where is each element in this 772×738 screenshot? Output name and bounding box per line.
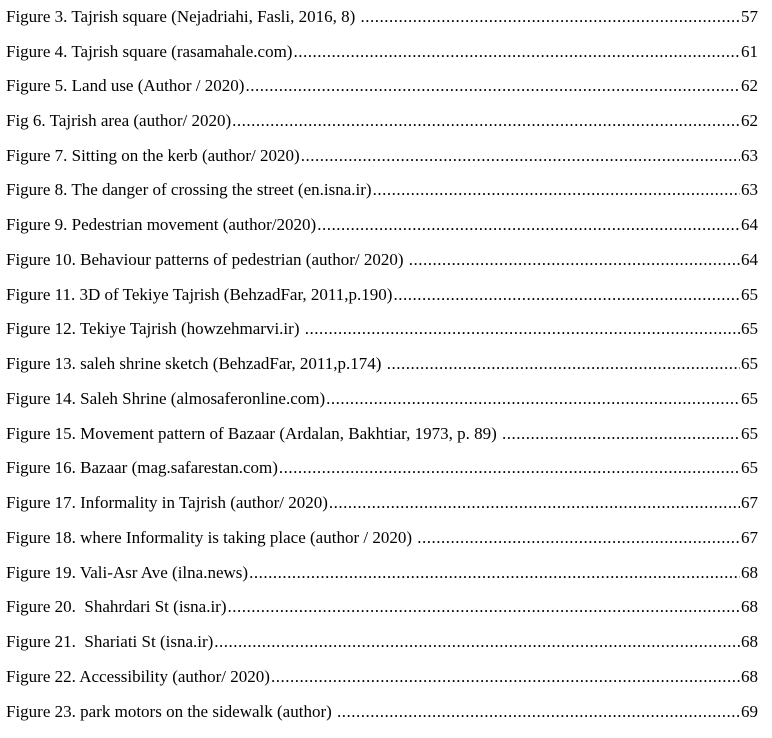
entry-page-number: 68 [741,563,758,582]
dot-leader [409,248,740,272]
entry-page-number: 63 [741,180,758,199]
entry-title: Figure 9. Pedestrian movement (author/2020) [6,215,317,234]
entry-title: Figure 12. Tekiye Tajrish (howzehmarvi.ir) [6,319,304,338]
dot-leader [232,109,740,133]
entry-title: Figure 7. Sitting on the kerb (author/ 2020) [6,146,300,165]
toc-entry[interactable] [6,5,758,29]
toc-entry[interactable] [6,387,758,411]
toc-entry[interactable] [6,213,758,237]
entry-page-number: 65 [741,458,758,477]
toc-entry[interactable] [6,352,758,376]
entry-page-number: 64 [741,250,758,269]
entry-page-number: 68 [741,597,758,616]
entry-page-number: 69 [741,702,758,721]
entry-page-number: 65 [741,354,758,373]
entry-page-number: 65 [741,319,758,338]
entry-page-number: 62 [741,76,758,95]
dot-leader [393,283,740,307]
entry-title: Figure 3. Tajrish square (Nejadriahi, Fasli, 2016, 8) [6,7,360,26]
toc-entry[interactable] [6,665,758,689]
entry-title: Figure 20. Shahrdari St (isna.ir) [6,597,227,616]
entry-page-number: 62 [741,111,758,130]
dot-leader [417,526,740,550]
dot-leader [271,665,740,689]
entry-title: Figure 8. The danger of crossing the street (en.isna.ir) [6,180,372,199]
toc-entry[interactable] [6,317,758,341]
entry-title: Figure 4. Tajrish square (rasamahale.com) [6,42,293,61]
entry-title: Figure 11. 3D of Tekiye Tajrish (BehzadFar, 2011,p.190) [6,285,393,304]
toc-entry[interactable] [6,491,758,515]
entry-title: Figure 17. Informality in Tajrish (author/ 2020) [6,493,328,512]
entry-title: Figure 22. Accessibility (author/ 2020) [6,667,270,686]
toc-entry[interactable] [6,248,758,272]
toc-entry[interactable] [6,630,758,654]
dot-leader [326,387,740,411]
dot-leader [337,700,740,724]
dot-leader [301,144,740,168]
entry-title: Figure 14. Saleh Shrine (almosaferonline.com) [6,389,326,408]
dot-leader [317,213,740,237]
entry-page-number: 68 [741,632,758,651]
entry-title: Figure 21. Shariati St (isna.ir) [6,632,214,651]
entry-title: Figure 16. Bazaar (mag.safarestan.com) [6,458,278,477]
entry-page-number: 64 [741,215,758,234]
entry-page-number: 65 [741,424,758,443]
toc-entry[interactable] [6,456,758,480]
entry-page-number: 65 [741,389,758,408]
toc-entry[interactable] [6,283,758,307]
toc-entry[interactable] [6,74,758,98]
dot-leader [305,317,740,341]
toc-entry[interactable] [6,40,758,64]
entry-title: Figure 5. Land use (Author / 2020) [6,76,245,95]
dot-leader [361,5,740,29]
toc-entry[interactable] [6,561,758,585]
dot-leader [249,561,740,585]
toc-entry[interactable] [6,109,758,133]
entry-title: Figure 18. where Informality is taking place (author / 2020) [6,528,417,547]
dot-leader [245,74,740,98]
entry-page-number: 67 [741,528,758,547]
entry-page-number: 63 [741,146,758,165]
toc-entry[interactable] [6,700,758,724]
entry-title: Figure 13. saleh shrine sketch (BehzadFar, 2011,p.174) [6,354,386,373]
entry-page-number: 57 [741,7,758,26]
entry-title: Figure 23. park motors on the sidewalk (author) [6,702,337,721]
dot-leader [329,491,740,515]
toc-entry[interactable] [6,526,758,550]
dot-leader [214,630,740,654]
entry-page-number: 68 [741,667,758,686]
toc-entry[interactable] [6,178,758,202]
entry-title: Figure 19. Vali-Asr Ave (ilna.news) [6,563,249,582]
entry-title: Fig 6. Tajrish area (author/ 2020) [6,111,232,130]
entry-title: Figure 10. Behaviour patterns of pedestrian (author/ 2020) [6,250,408,269]
dot-leader [293,40,740,64]
dot-leader [502,422,740,446]
dot-leader [228,595,741,619]
dot-leader [373,178,740,202]
dot-leader [387,352,740,376]
entry-page-number: 61 [741,42,758,61]
toc-entry[interactable] [6,144,758,168]
toc-entry[interactable] [6,595,758,619]
toc-entry[interactable] [6,422,758,446]
entry-title: Figure 15. Movement pattern of Bazaar (Ardalan, Bakhtiar, 1973, p. 89) [6,424,502,443]
entry-page-number: 67 [741,493,758,512]
entry-page-number: 65 [741,285,758,304]
dot-leader [279,456,740,480]
